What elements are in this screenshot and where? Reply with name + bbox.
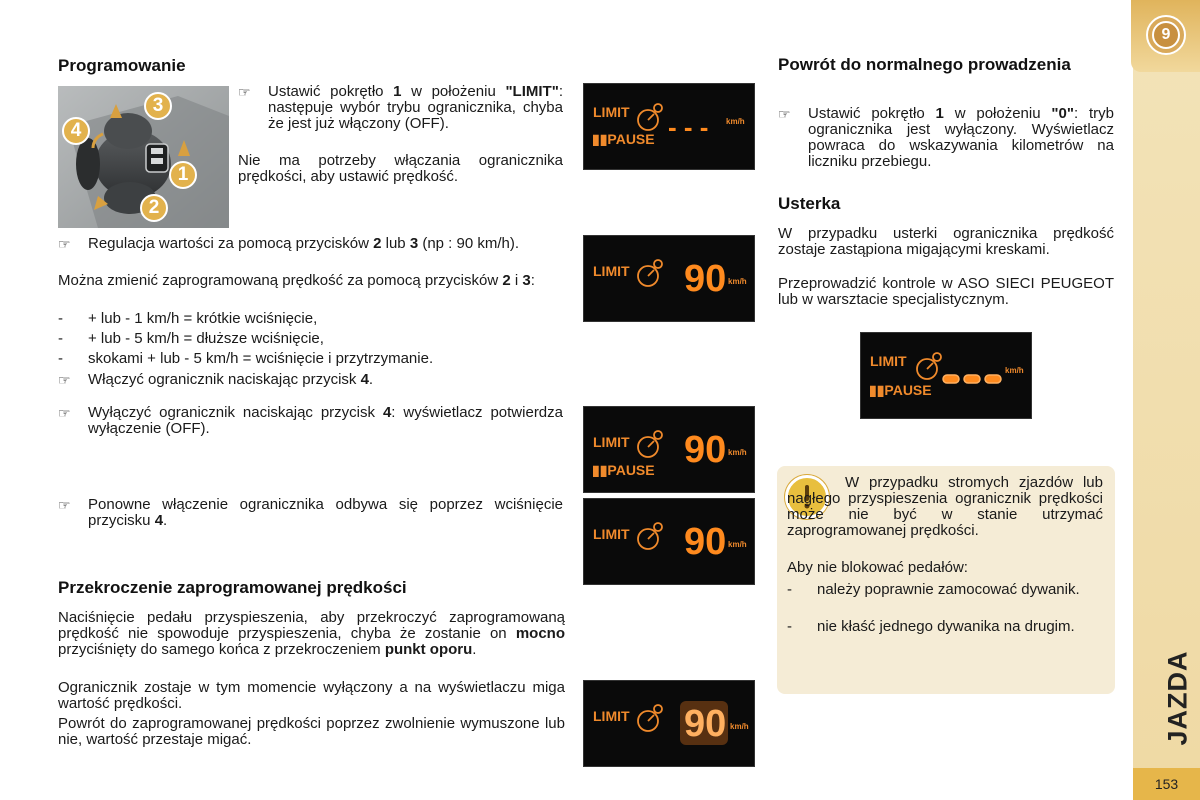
display-fault-dashes bbox=[860, 332, 1032, 419]
display-limit-90-blinking bbox=[583, 680, 755, 767]
list-item: - skokami + lub - 5 km/h = wciśnięcie i przytrzymanie. bbox=[58, 350, 434, 367]
warning-box bbox=[777, 466, 1115, 694]
chapter-title-text: JAZDA bbox=[1162, 649, 1193, 746]
display-unit: km/h bbox=[1005, 366, 1024, 375]
callout-1: 1 bbox=[169, 161, 197, 189]
display-unit: km/h bbox=[728, 540, 747, 549]
heading-powrot: Powrót do normalnego prowadzenia bbox=[778, 55, 1071, 74]
heading-usterka: Usterka bbox=[778, 194, 841, 213]
speedometer-icon bbox=[638, 523, 662, 549]
callout-4: 4 bbox=[62, 117, 90, 145]
display-speed-blinking: 90 bbox=[684, 703, 727, 745]
step-disable: ☞ Wyłączyć ogranicznik naciskając przycisk 4: wyświetlacz potwierdza wyłączenie (OFF). bbox=[58, 404, 563, 437]
pointing-hand-icon: ☞ bbox=[58, 497, 71, 513]
display-pause-label: ▮▮PAUSE bbox=[592, 131, 655, 147]
change-speed-text: Można zmienić zaprogramowaną prędkość za pomocą przycisków 2 i 3: bbox=[58, 272, 535, 289]
display-dashes: - - - bbox=[668, 112, 709, 142]
chapter-badge bbox=[1146, 15, 1186, 55]
display-pause-label: ▮▮PAUSE bbox=[592, 462, 655, 478]
display-speed: 90 bbox=[684, 429, 727, 471]
pointing-hand-icon: ☞ bbox=[58, 405, 71, 421]
page-number: 153 bbox=[1133, 768, 1200, 800]
display-unit: km/h bbox=[728, 448, 747, 457]
overspeed-paragraph-3: Powrót do zaprogramowanej prędkości poprzez zwolnienie wymuszone lub nie, wartość przestaje migać. bbox=[58, 715, 565, 748]
speedometer-icon bbox=[638, 260, 662, 286]
display-limit-90-pause bbox=[583, 406, 755, 493]
control-stalk-image bbox=[58, 86, 229, 228]
heading-przekroczenie: Przekroczenie zaprogramowanej prędkości bbox=[58, 578, 407, 597]
speedometer-icon bbox=[638, 104, 662, 130]
display-unit: km/h bbox=[730, 722, 749, 731]
list-item: - + lub - 1 km/h = krótkie wciśnięcie, bbox=[58, 310, 318, 327]
step-reenable: ☞ Ponowne włączenie ogranicznika odbywa się poprzez wciśnięcie przycisku 4. bbox=[58, 496, 563, 529]
chapter-title bbox=[1163, 650, 1193, 745]
display-unit: km/h bbox=[726, 117, 745, 126]
display-speed: 90 bbox=[684, 258, 727, 300]
speedometer-icon bbox=[638, 705, 662, 731]
fault-paragraph: W przypadku usterki ogranicznika prędkość zostaje zastąpiona migającymi kreskami. bbox=[778, 225, 1114, 258]
fault-paragraph-2: Przeprowadzić kontrole w ASO SIECI PEUGEOT lub w warsztacie specjalistycznym. bbox=[778, 275, 1114, 308]
pointing-hand-icon: ☞ bbox=[778, 106, 791, 122]
step-set-limit: ☞ Ustawić pokrętło 1 w położeniu "LIMIT": następuje wybór trybu ogranicznika, chyba że jest już włączony (OFF). bbox=[238, 83, 563, 132]
blinking-dashes bbox=[943, 375, 1001, 383]
note-no-enable: Nie ma potrzeby włączania ogranicznika prędkości, aby ustawić prędkość. bbox=[238, 152, 563, 185]
warning-text: W przypadku stromych zjazdów lub nagłego przyspieszenia ogranicznik prędkości może nie być w stanie utrzymać zaprogramowanej prędkości. bbox=[787, 474, 1103, 539]
display-pause-label: ▮▮PAUSE bbox=[869, 382, 932, 398]
pointing-hand-icon: ☞ bbox=[58, 372, 71, 388]
display-limit-label: LIMIT bbox=[870, 353, 907, 369]
pointing-hand-icon: ☞ bbox=[58, 236, 71, 252]
display-limit-label: LIMIT bbox=[593, 526, 630, 542]
speedometer-icon bbox=[638, 431, 662, 457]
list-item: - nie kłaść jednego dywanika na drugim. bbox=[787, 618, 1075, 635]
display-limit-label: LIMIT bbox=[593, 708, 630, 724]
step-return-normal: ☞ Ustawić pokrętło 1 w położeniu "0": tryb ogranicznika jest wyłączony. Wyświetlacz powraca do wskazywania kilometrów na liczniku przebiegu. bbox=[778, 105, 1114, 170]
display-speed: 90 bbox=[684, 521, 727, 563]
list-item: - + lub - 5 km/h = dłuższe wciśnięcie, bbox=[58, 330, 324, 347]
display-limit-pause-dashes bbox=[583, 83, 755, 170]
callout-2: 2 bbox=[140, 194, 168, 222]
step-adjust: ☞ Regulacja wartości za pomocą przycisków 2 lub 3 (np : 90 km/h). bbox=[58, 235, 520, 252]
display-limit-90-restored bbox=[583, 498, 755, 585]
display-limit-90 bbox=[583, 235, 755, 322]
overspeed-paragraph-2: Ogranicznik zostaje w tym momencie wyłączony a na wyświetlaczu miga wartość prędkości. bbox=[58, 679, 565, 712]
chapter-number: 9 bbox=[1152, 21, 1180, 49]
step-enable: ☞ Włączyć ogranicznik naciskając przycisk 4. bbox=[58, 371, 374, 388]
callout-3: 3 bbox=[144, 92, 172, 120]
display-limit-label: LIMIT bbox=[593, 263, 630, 279]
display-limit-label: LIMIT bbox=[593, 104, 630, 120]
list-item: - należy poprawnie zamocować dywanik. bbox=[787, 581, 1080, 598]
warning-lead: Aby nie blokować pedałów: bbox=[787, 559, 968, 576]
display-unit: km/h bbox=[728, 277, 747, 286]
display-limit-label: LIMIT bbox=[593, 434, 630, 450]
overspeed-paragraph: Naciśnięcie pedału przyspieszenia, aby przekroczyć zaprogramowaną prędkość nie spowoduje przyspieszenia, chyba że zostanie on mocno przyciśnięty do samego końca z przekroczeniem punkt oporu. bbox=[58, 609, 565, 658]
heading-programowanie: Programowanie bbox=[58, 56, 186, 75]
pointing-hand-icon: ☞ bbox=[238, 84, 251, 100]
speedometer-icon bbox=[917, 353, 941, 379]
